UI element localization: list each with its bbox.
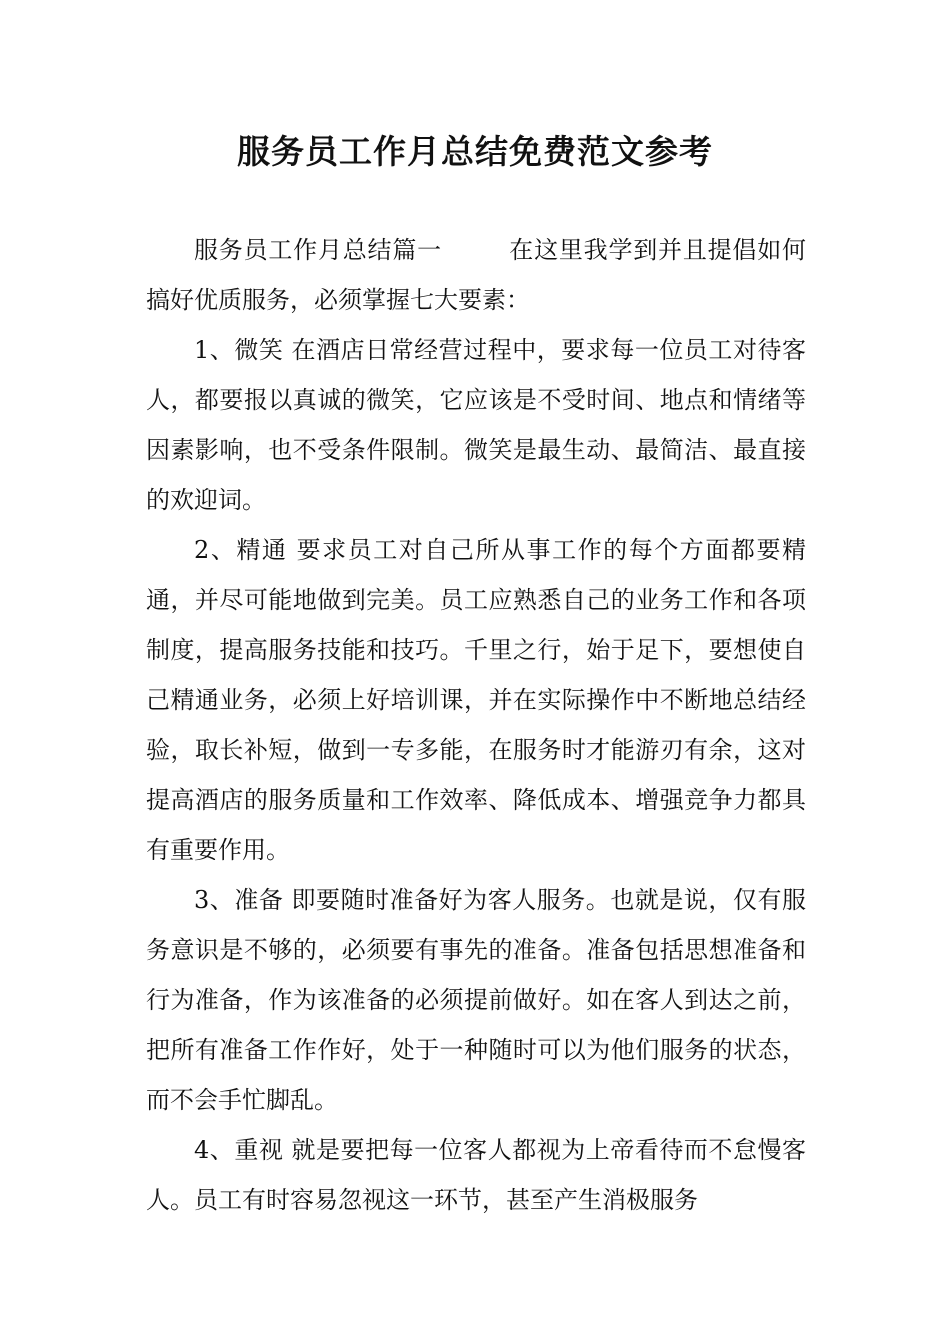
paragraph-smile: 1、微笑 在酒店日常经营过程中，要求每一位员工对待客人，都要报以真诚的微笑，它应该是不受时间、地点和情绪等因素影响，也不受条件限制。微笑是最生动、最简洁、最直接的欢迎词。 [146,336,806,514]
paragraph-proficiency: 2、精通 要求员工对自己所从事工作的每个方面都要精通，并尽可能地做到完美。员工应熟悉自己的业务工作和各项制度，提高服务技能和技巧。千里之行，始于足下，要想使自己精通业务，必须上好培训课，并在实际操作中不断地总结经验，取长补短，做到一专多能，在服务时才能游刃有余，这对提高酒店的服务质量和工作效率、降低成本、增强竞争力都具有重要作用。 [146,536,806,864]
document-body [146,225,806,1225]
paragraph-intro: 服务员工作月总结篇一 在这里我学到并且提倡如何搞好优质服务，必须掌握七大要素： [146,236,806,314]
paragraph-preparation: 3、准备 即要随时准备好为客人服务。也就是说，仅有服务意识是不够的，必须要有事先的准备。准备包括思想准备和行为准备，作为该准备的必须提前做好。如在客人到达之前，把所有准备工作作好，处于一种随时可以为他们服务的状态，而不会手忙脚乱。 [146,886,806,1114]
document-title: 服务员工作月总结免费范文参考 [237,132,713,171]
paragraph-attention: 4、重视 就是要把每一位客人都视为上帝看待而不怠慢客人。员工有时容易忽视这一环节，甚至产生消极服务 [146,1136,806,1214]
